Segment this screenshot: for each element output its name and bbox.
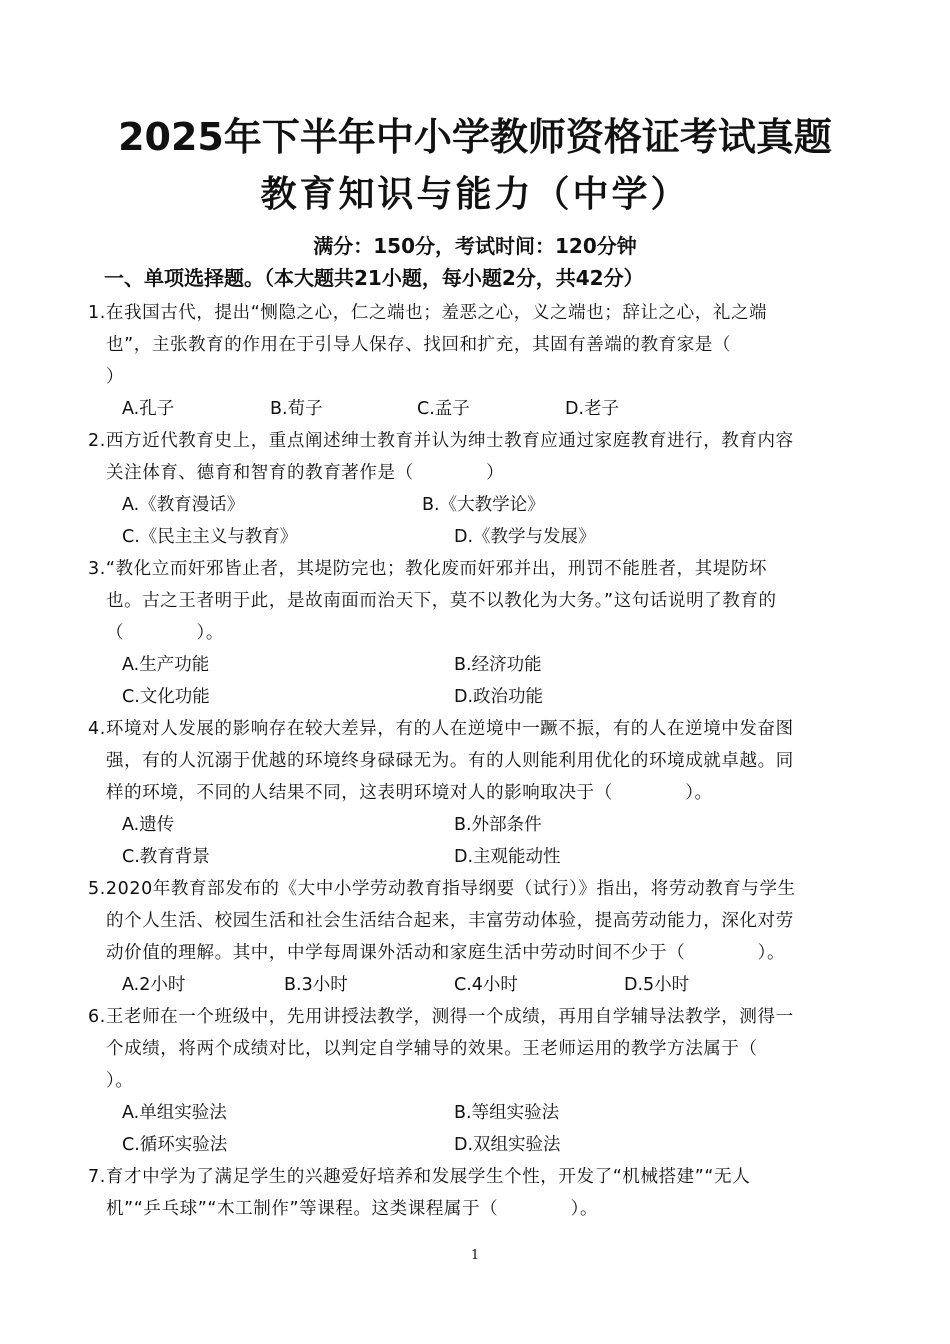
option-a: A.遗传 — [122, 815, 175, 835]
option-b: B.3小时 — [284, 975, 348, 995]
option-b: B.经济功能 — [454, 655, 542, 675]
question-line: ）。 — [106, 1071, 134, 1091]
question-line: 的个人生活、校园生活和社会生活结合起来，丰富劳动体验，提高劳动能力，深化对劳 — [106, 911, 794, 931]
option-c: C.文化功能 — [122, 687, 210, 707]
question-line: 关注体育、德育和智育的教育著作是（ ） — [106, 463, 505, 483]
exam-title: 2025年下半年中小学教师资格证考试真题 — [118, 115, 832, 159]
option-a: A.孔子 — [122, 399, 175, 419]
question-3 — [88, 553, 848, 649]
option-c: C.循环实验法 — [122, 1135, 228, 1155]
option-c: C.孟子 — [417, 399, 470, 419]
question-line: 也”，主张教育的作用在于引导人保存、找回和扩充，其固有善端的教育家是（ — [106, 335, 732, 355]
question-line: 7.育才中学为了满足学生的兴趣爱好培养和发展学生个性，开发了“机械搭建”“无人 — [88, 1167, 751, 1187]
question-line: （ ）。 — [106, 623, 224, 643]
question-6 — [88, 1001, 848, 1097]
question-line: 机”“乒乓球”“木工制作”等课程。这类课程属于（ ）。 — [106, 1199, 599, 1219]
question-line: 1.在我国古代，提出“恻隐之心，仁之端也；羞恶之心，义之端也；辞让之心，礼之端 — [88, 303, 768, 323]
option-c: C.《民主主义与教育》 — [122, 527, 298, 547]
option-a: A.单组实验法 — [122, 1103, 227, 1123]
option-b: B.外部条件 — [454, 815, 542, 835]
question-line: 也。古之王者明于此，是故南面而治天下，莫不以教化为大务。”这句话说明了教育的 — [106, 591, 777, 611]
option-d: D.《教学与发展》 — [454, 527, 596, 547]
question-5 — [88, 873, 848, 969]
question-line: 个成绩，将两个成绩对比，以判定自学辅导的效果。王老师运用的教学方法属于（ — [106, 1039, 758, 1059]
exam-meta: 满分：150分，考试时间：120分钟 — [313, 234, 637, 258]
question-line: 5.2020年教育部发布的《大中小学劳动教育指导纲要（试行）》指出，将劳动教育与学生 — [88, 879, 796, 899]
option-d: D.主观能动性 — [454, 847, 561, 867]
question-2 — [88, 425, 848, 489]
option-b: B.荀子 — [270, 399, 323, 419]
question-1 — [88, 297, 848, 393]
question-line: 2.西方近代教育史上，重点阐述绅士教育并认为绅士教育应通过家庭教育进行，教育内容 — [88, 431, 794, 451]
option-b: B.《大教学论》 — [422, 495, 545, 515]
option-d: D.双组实验法 — [454, 1135, 561, 1155]
question-line: 强，有的人沉溺于优越的环境终身碌碌无为。有的人则能利用优化的环境成就卓越。同 — [106, 751, 794, 771]
option-b: B.等组实验法 — [454, 1103, 560, 1123]
option-a: A.生产功能 — [122, 655, 210, 675]
question-line: 动价值的理解。其中，中学每周课外活动和家庭生活中劳动时间不少于（ ）。 — [106, 943, 786, 963]
option-a: A.《教育漫话》 — [122, 495, 245, 515]
question-7 — [88, 1161, 848, 1225]
option-c: C.4小时 — [454, 975, 518, 995]
option-d: D.政治功能 — [454, 687, 544, 707]
option-c: C.教育背景 — [122, 847, 210, 867]
question-line: ） — [106, 367, 125, 387]
question-line: 3.“教化立而奸邪皆止者，其堤防完也；教化废而奸邪并出，刑罚不能胜者，其堤防坏 — [88, 559, 768, 579]
question-line: 4.环境对人发展的影响存在较大差异，有的人在逆境中一蹶不振，有的人在逆境中发奋图 — [88, 719, 794, 739]
section-heading: 一、单项选择题。（本大题共21小题，每小题2分，共42分） — [104, 266, 644, 290]
question-4 — [88, 713, 848, 809]
option-a: A.2小时 — [122, 975, 186, 995]
exam-subject: 教育知识与能力（中学） — [260, 174, 690, 215]
question-line: 6.王老师在一个班级中，先用讲授法教学，测得一个成绩，再用自学辅导法教学，测得一 — [88, 1007, 794, 1027]
option-d: D.5小时 — [624, 975, 690, 995]
page-number: 1 — [470, 1248, 480, 1263]
option-d: D.老子 — [565, 399, 620, 419]
question-line: 样的环境，不同的人结果不同，这表明环境对人的影响取决于（ ）。 — [106, 783, 713, 803]
